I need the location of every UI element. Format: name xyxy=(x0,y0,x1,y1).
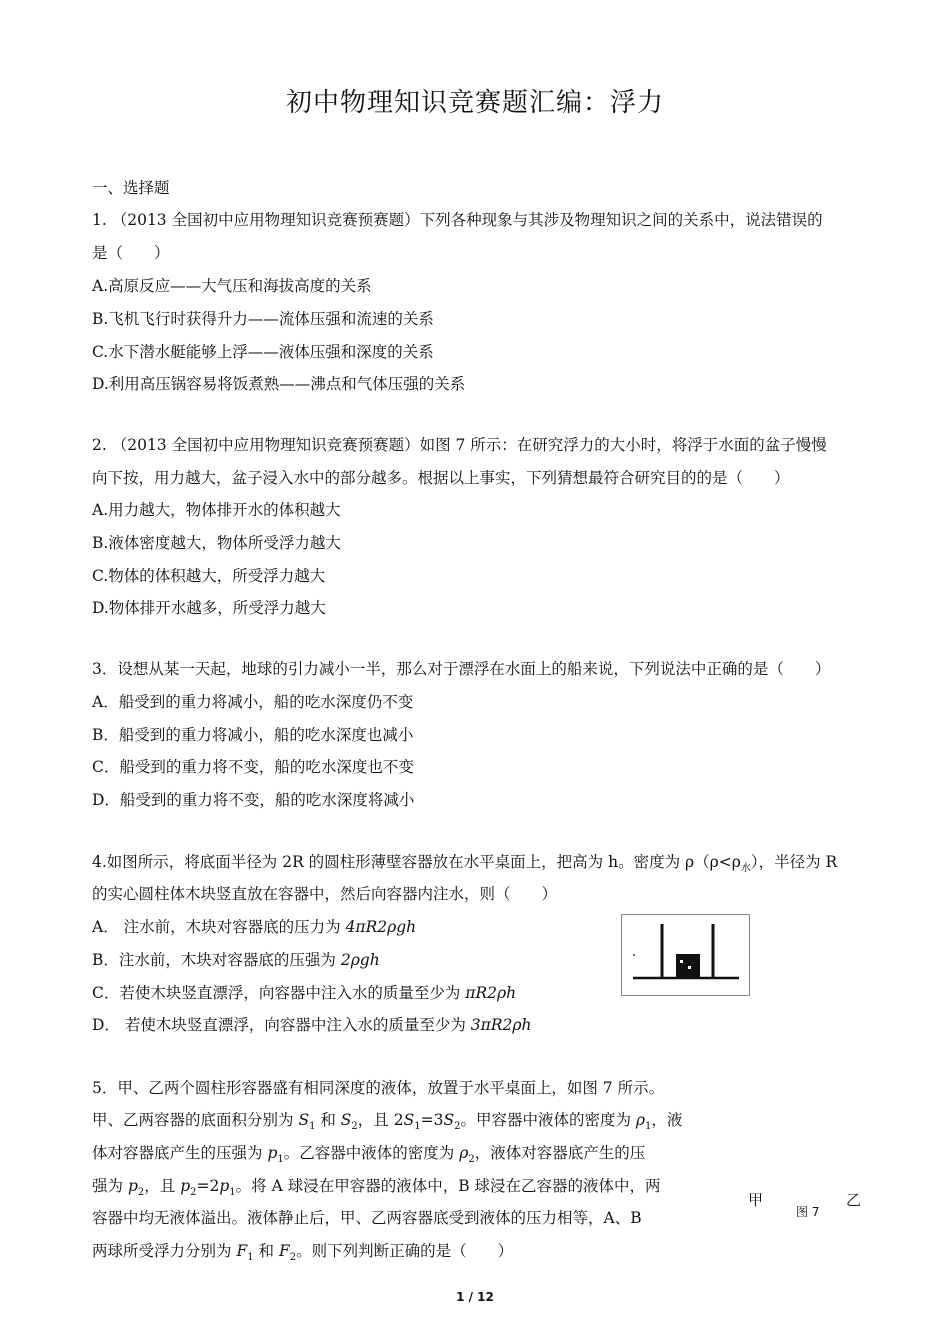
page-number: 1 / 12 xyxy=(456,1290,494,1304)
q5-F1: F xyxy=(236,1242,248,1260)
q5-p2-b-sub: 2 xyxy=(190,1187,197,1199)
q4-option-d-formula: 3πR2ρh xyxy=(470,1016,532,1034)
q5-S1: S xyxy=(298,1111,310,1129)
q5-rho2-sub: 2 xyxy=(468,1154,475,1166)
q5-fig-label-yi: 乙 xyxy=(846,1191,862,1209)
q5-S1-b-sub: 1 xyxy=(414,1121,421,1133)
q3-option-d: D．船受到的重力将不变，船的吃水深度将减小 xyxy=(92,791,415,809)
q5-S2: S xyxy=(340,1111,352,1129)
q4-option-c-text: C．若使木块竖直漂浮，向容器中注入水的质量至少为 xyxy=(92,984,466,1002)
q5-fig-caption: 图 7 xyxy=(796,1205,820,1219)
q5-and2: 和 xyxy=(253,1242,279,1260)
q4-option-c xyxy=(92,983,516,1003)
q5-rho2: ρ xyxy=(459,1144,469,1162)
q5-S2-b: S xyxy=(443,1111,455,1129)
q5-S2-sub: 2 xyxy=(351,1121,358,1133)
q5-eq: =3 xyxy=(420,1111,444,1129)
q5-p1-sub: 1 xyxy=(277,1154,284,1166)
q5-line2 xyxy=(92,1110,682,1137)
q4-water-subscript: 水 xyxy=(740,863,751,875)
q5-eq2: =2 xyxy=(196,1177,220,1195)
q2-option-d: D.物体排开水越多，所受浮力越大 xyxy=(92,599,326,617)
q4-stem-line1-end: ），半径为 R xyxy=(750,853,838,871)
q2-option-b: B.液体密度越大，物体所受浮力越大 xyxy=(92,534,341,552)
q4-option-d xyxy=(92,1015,531,1035)
q4-stem-line1 xyxy=(92,852,837,879)
q5-S1-sub: 1 xyxy=(309,1121,316,1133)
q5-p2: p xyxy=(127,1177,138,1195)
q4-stem-line2: 的实心圆柱体木块竖直放在容器中，然后向容器内注水，则（ ） xyxy=(92,885,558,903)
q5-line3-text: 体对容器底产生的压强为 xyxy=(92,1144,268,1162)
q5-line5: 容器中均无液体溢出。液体静止后，甲、乙两容器底受到液体的压力相等，A、B xyxy=(92,1209,642,1227)
q5-line4 xyxy=(92,1176,661,1203)
q4-option-a-text: A． 注水前，木块对容器底的压力为 xyxy=(92,918,346,936)
q4-option-b xyxy=(92,950,380,970)
q2-stem-line1: 2. （2013 全国初中应用物理知识竞赛预赛题）如图 7 所示：在研究浮力的大小时，将浮于水面的盆子慢慢 xyxy=(92,436,827,454)
q4-option-a-formula: 4πR2ρgh xyxy=(345,918,417,936)
q5-line4-mid: ，且 xyxy=(144,1177,181,1195)
q2-option-a: A.用力越大，物体排开水的体积越大 xyxy=(92,501,341,519)
q5-rho1-sub: 1 xyxy=(645,1121,652,1133)
q3-option-a: A．船受到的重力将减小，船的吃水深度仍不变 xyxy=(92,693,414,711)
q4-option-d-text: D． 若使木块竖直漂浮，向容器中注入水的质量至少为 xyxy=(92,1016,471,1034)
q5-line2-mid: ，且 2 xyxy=(357,1111,404,1129)
q4-option-a xyxy=(92,917,416,937)
q1-stem-line1: 1. （2013 全国初中应用物理知识竞赛预赛题）下列各种现象与其涉及物理知识之间的关系中，说法错误的 xyxy=(92,211,823,229)
q5-line2-text: 甲、乙两容器的底面积分别为 xyxy=(92,1111,299,1129)
q4-option-b-text: B．注水前，木块对容器底的压强为 xyxy=(92,951,341,969)
q5-S2-b-sub: 2 xyxy=(454,1121,461,1133)
q5-line6 xyxy=(92,1241,513,1268)
q5-line4-text: 强为 xyxy=(92,1177,128,1195)
q5-F2: F xyxy=(278,1242,290,1260)
q5-line1: 5．甲、乙两个圆柱形容器盛有相同深度的液体，放置于水平桌面上，如图 7 所示。 xyxy=(92,1079,665,1097)
q1-option-d: D.利用高压锅容易将饭煮熟——沸点和气体压强的关系 xyxy=(92,375,466,393)
q5-line6-text: 两球所受浮力分别为 xyxy=(92,1242,237,1260)
q5-p1-b-sub: 1 xyxy=(229,1187,236,1199)
q5-rho1: ρ xyxy=(635,1111,646,1129)
document-title: 初中物理知识竞赛题汇编：浮力 xyxy=(285,88,664,118)
q1-option-c: C.水下潜水艇能够上浮——液体压强和深度的关系 xyxy=(92,343,434,361)
q5-line4-end: 。将 A 球浸在甲容器的液体中，B 球浸在乙容器的液体中，两 xyxy=(235,1177,661,1195)
q2-stem-line2: 向下按，用力越大，盆子浸入水中的部分越多。根据以上事实，下列猜想最符合研究目的的是（ ） xyxy=(92,469,790,487)
q5-p2-sub: 2 xyxy=(137,1187,145,1199)
q5-figure-labels xyxy=(720,1175,880,1225)
q4-container-figure xyxy=(621,914,750,996)
q5-line3-mid: 。乙容器中液体的密度为 xyxy=(283,1144,460,1162)
q1-option-b: B.飞机飞行时获得升力——流体压强和流速的关系 xyxy=(92,310,434,328)
q5-S1-b: S xyxy=(403,1111,415,1129)
q5-p2-b: p xyxy=(180,1177,191,1195)
q5-F1-sub: 1 xyxy=(247,1252,254,1264)
q5-line3-end: ，液体对容器底产生的压 xyxy=(474,1144,646,1162)
q3-option-b: B．船受到的重力将减小，船的吃水深度也减小 xyxy=(92,726,414,744)
q3-option-c: C．船受到的重力将不变，船的吃水深度也不变 xyxy=(92,758,414,776)
q5-line2-text2: 。甲容器中液体的密度为 xyxy=(460,1111,636,1129)
q1-stem-line2: 是（ ） xyxy=(92,244,170,262)
q5-line2-end: ，液 xyxy=(651,1111,683,1129)
q4-option-c-formula: πR2ρh xyxy=(465,984,517,1002)
q5-fig-label-jia: 甲 xyxy=(748,1191,764,1209)
q1-option-a: A.高原反应——大气压和海拔高度的关系 xyxy=(92,277,372,295)
q5-and: 和 xyxy=(315,1111,341,1129)
q2-option-c: C.物体的体积越大，所受浮力越大 xyxy=(92,567,326,585)
q4-stem-line1-text: 4.如图所示，将底面半径为 2R 的圆柱形薄壁容器放在水平桌面上，把高为 h。密度为 ρ（ρ<ρ xyxy=(92,853,741,871)
section-heading: 一、选择题 xyxy=(92,179,170,197)
q4-option-b-formula: 2ρgh xyxy=(340,951,380,969)
q3-stem: 3．设想从某一天起，地球的引力减小一半，那么对于漂浮在水面上的船来说，下列说法中正确的是（ ） xyxy=(92,660,831,678)
q5-F2-sub: 2 xyxy=(289,1252,297,1264)
q5-p1-b: p xyxy=(219,1177,230,1195)
q5-p1: p xyxy=(267,1144,278,1162)
q5-line6-end: 。则下列判断正确的是（ ） xyxy=(296,1242,514,1260)
q5-line3 xyxy=(92,1143,645,1170)
